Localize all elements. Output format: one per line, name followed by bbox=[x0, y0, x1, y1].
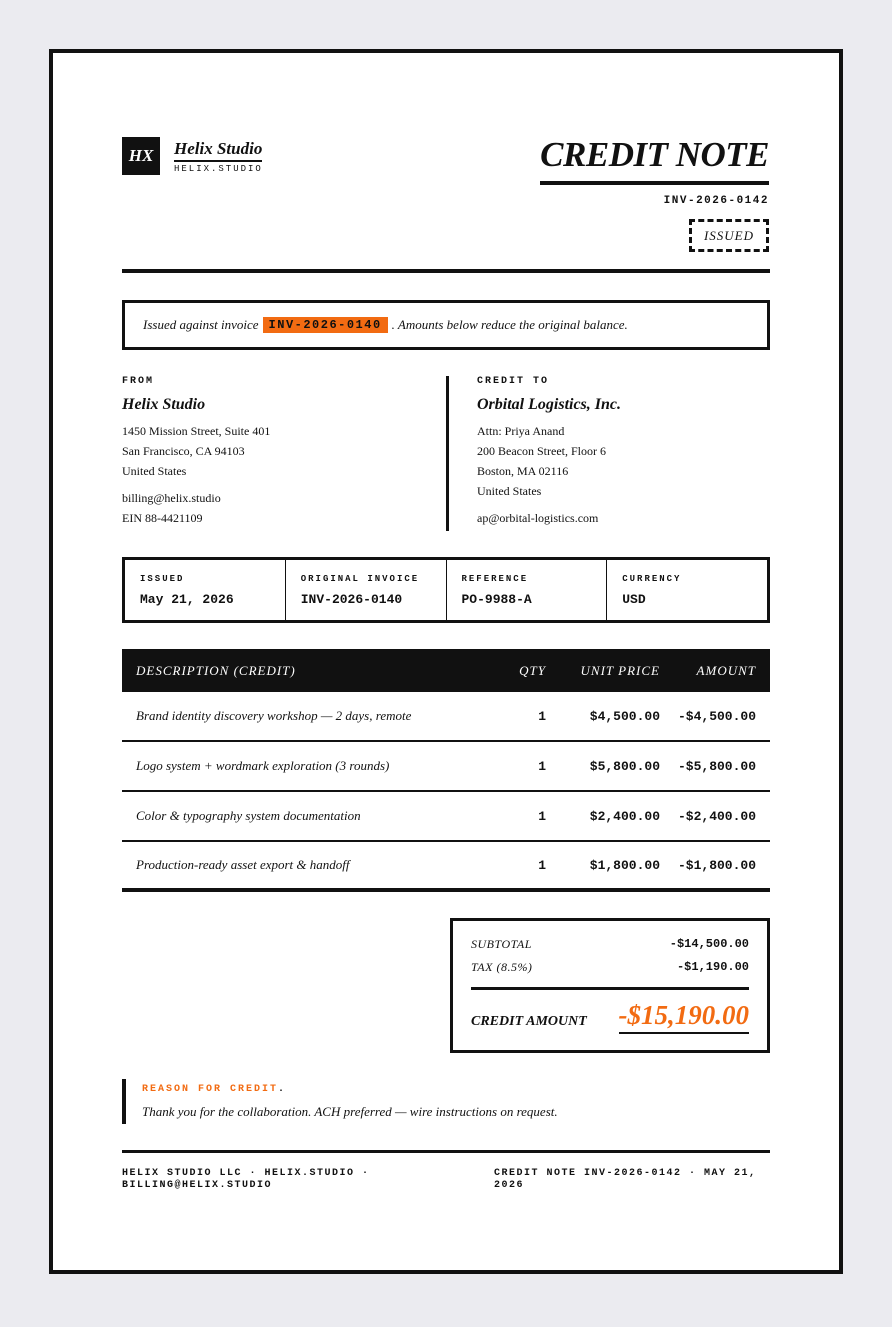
footer-left: HELIX STUDIO LLC · HELIX.STUDIO · BILLING@HELIX.STUDIO bbox=[122, 1168, 370, 1191]
totals-box bbox=[450, 918, 770, 1053]
row-description: Color & typography system documentation bbox=[136, 808, 361, 823]
brand-domain: HELIX.STUDIO bbox=[174, 164, 263, 174]
header-qty: QTY bbox=[519, 662, 546, 678]
credit-to-label: CREDIT TO bbox=[477, 376, 550, 387]
meta-value: USD bbox=[622, 592, 646, 607]
tax-label: TAX (8.5%) bbox=[471, 960, 533, 974]
subtotal-value: -$14,500.00 bbox=[669, 937, 749, 951]
row-unit-price: $1,800.00 bbox=[589, 857, 660, 873]
from-ein: EIN 88-4421109 bbox=[122, 511, 203, 525]
parties-divider bbox=[446, 376, 449, 531]
credit-to-block bbox=[477, 376, 767, 528]
from-address-line: United States bbox=[122, 464, 187, 478]
meta-original-invoice bbox=[286, 560, 447, 620]
banner-prefix: Issued against invoice bbox=[143, 317, 259, 332]
row-amount: -$2,400.00 bbox=[677, 808, 756, 824]
row-qty: 1 bbox=[538, 758, 546, 774]
banner-suffix: . Amounts below reduce the original balance. bbox=[391, 317, 628, 332]
subtotal-line bbox=[471, 937, 749, 952]
totals-divider bbox=[471, 987, 749, 990]
header-description: DESCRIPTION (CREDIT) bbox=[136, 662, 296, 678]
credit-to-name: Orbital Logistics, Inc. bbox=[477, 396, 622, 413]
row-description: Logo system + wordmark exploration (3 rounds) bbox=[136, 758, 390, 773]
document-meta-grid bbox=[122, 557, 770, 623]
table-row bbox=[122, 692, 770, 742]
document-title: CREDIT NOTE bbox=[540, 135, 769, 185]
meta-value: INV-2026-0140 bbox=[300, 592, 403, 607]
credit-to-address-line: United States bbox=[477, 484, 542, 498]
from-email: billing@helix.studio bbox=[122, 491, 221, 505]
row-description: Production-ready asset export & handoff bbox=[136, 857, 350, 872]
row-amount: -$1,800.00 bbox=[677, 857, 756, 873]
tax-line bbox=[471, 960, 749, 975]
reason-block bbox=[122, 1079, 770, 1124]
brand-name: Helix Studio bbox=[174, 139, 262, 162]
reason-label bbox=[142, 1084, 770, 1095]
meta-value: May 21, 2026 bbox=[140, 592, 234, 607]
from-address-line: 1450 Mission Street, Suite 401 bbox=[122, 424, 271, 438]
footer-right: CREDIT NOTE INV-2026-0142 · MAY 21, 2026 bbox=[494, 1168, 757, 1191]
footer-divider bbox=[122, 1150, 770, 1153]
meta-label: ORIGINAL INVOICE bbox=[300, 574, 420, 584]
credit-amount-value: -$15,190.00 bbox=[619, 1000, 750, 1034]
from-address-line: San Francisco, CA 94103 bbox=[122, 444, 245, 458]
subtotal-label: SUBTOTAL bbox=[471, 937, 532, 951]
row-unit-price: $4,500.00 bbox=[589, 708, 660, 724]
meta-reference bbox=[447, 560, 608, 620]
header-divider bbox=[122, 269, 770, 273]
credit-to-address-line: 200 Beacon Street, Floor 6 bbox=[477, 444, 606, 458]
from-name: Helix Studio bbox=[122, 396, 206, 413]
meta-label: REFERENCE bbox=[461, 574, 529, 584]
reason-text: Thank you for the collaboration. ACH preferred — wire instructions on request. bbox=[142, 1104, 558, 1119]
brand-logo: HX bbox=[122, 137, 160, 175]
row-amount: -$4,500.00 bbox=[677, 708, 756, 724]
credit-amount-line bbox=[471, 1000, 749, 1034]
table-row bbox=[122, 742, 770, 792]
row-unit-price: $5,800.00 bbox=[589, 758, 660, 774]
credit-to-email: ap@orbital-logistics.com bbox=[477, 511, 599, 525]
row-qty: 1 bbox=[538, 808, 546, 824]
credit-to-address-line: Boston, MA 02116 bbox=[477, 464, 569, 478]
reason-label-dot: . bbox=[278, 1084, 287, 1095]
credit-note-page bbox=[49, 49, 843, 1274]
tax-value: -$1,190.00 bbox=[676, 960, 749, 974]
meta-issued bbox=[125, 560, 286, 620]
from-block bbox=[122, 376, 422, 528]
row-description: Brand identity discovery workshop — 2 days, remote bbox=[136, 708, 412, 723]
meta-label: ISSUED bbox=[140, 574, 185, 584]
header-amount: AMOUNT bbox=[696, 662, 756, 678]
from-label: FROM bbox=[122, 376, 155, 387]
row-qty: 1 bbox=[538, 708, 546, 724]
row-qty: 1 bbox=[538, 857, 546, 873]
meta-currency bbox=[607, 560, 767, 620]
credit-to-address-line: Attn: Priya Anand bbox=[477, 424, 565, 438]
row-amount: -$5,800.00 bbox=[677, 758, 756, 774]
meta-value: PO-9988-A bbox=[461, 592, 532, 607]
credit-amount-label: CREDIT AMOUNT bbox=[471, 1014, 587, 1029]
meta-label: CURRENCY bbox=[622, 574, 682, 584]
table-row bbox=[122, 842, 770, 892]
reason-label-text: REASON FOR CREDIT bbox=[142, 1084, 279, 1095]
line-items-table bbox=[122, 649, 770, 892]
credit-reference-banner bbox=[122, 300, 770, 350]
row-unit-price: $2,400.00 bbox=[589, 808, 660, 824]
table-row bbox=[122, 792, 770, 842]
document-number: INV-2026-0142 bbox=[663, 195, 769, 207]
table-header bbox=[122, 649, 770, 692]
original-invoice-highlight: INV-2026-0140 bbox=[263, 317, 388, 333]
status-badge: ISSUED bbox=[689, 219, 769, 252]
header-unit-price: UNIT PRICE bbox=[580, 662, 660, 678]
